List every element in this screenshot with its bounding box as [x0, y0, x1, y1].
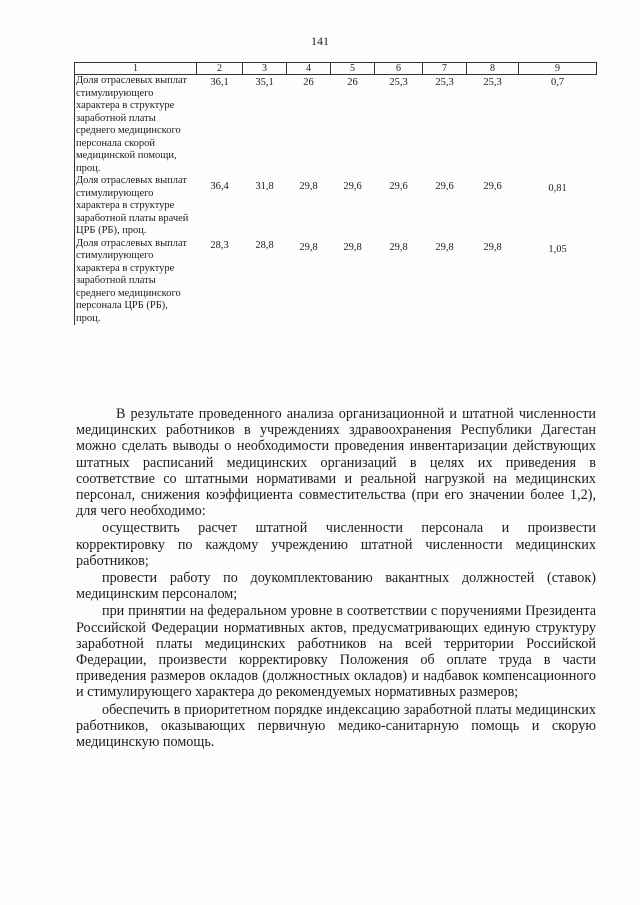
table-row [75, 75, 597, 176]
table-cell: 29,8 [343, 241, 362, 253]
table-cell: 25,3 [483, 77, 502, 88]
column-header: 3 [243, 63, 287, 75]
table-row [75, 238, 597, 326]
body-text [76, 406, 596, 751]
column-header: 4 [287, 63, 331, 75]
table-cell: 29,8 [299, 241, 318, 253]
table-cell: 36,4 [210, 181, 229, 192]
table-cell: 29,8 [435, 241, 454, 253]
table-cell: 29,6 [483, 181, 502, 192]
table-cell: 26 [303, 77, 314, 88]
row-label: Доля отраслевых выплат стимулирующего характера в структуре заработной платы среднего медицинского персонала скорой медицинской помощи, проц. [75, 75, 197, 176]
page-number: 141 [311, 34, 329, 48]
table-header-row [75, 63, 597, 75]
column-header: 9 [519, 63, 597, 75]
row-label: Доля отраслевых выплат стимулирующего характера в структуре заработной платы среднего медицинского персонала ЦРБ (РБ), проц. [75, 238, 197, 326]
paragraph: провести работу по доукомплектованию вакантных должностей (ставок) медицинским персоналом; [76, 570, 596, 603]
table-cell: 25,3 [435, 77, 454, 88]
table-cell: 29,8 [483, 241, 502, 253]
paragraph: В результате проведенного анализа организационной и штатной численности медицинских работников в учреждениях здравоохранения Республики Дагестан можно сделать выводы о необходимости проведения инвентаризации действующих штатных расписаний медицинских организаций в целях их приведения в соответствие со штатными нормативами и реальной нагрузкой на медицинских персонал, снижения коэффициента совместительства (при его значении более 1,2), для чего необходимо: [76, 406, 596, 520]
column-header: 5 [331, 63, 375, 75]
table-cell: 0,7 [550, 77, 565, 88]
table-cell: 29,8 [299, 181, 318, 192]
table-cell: 36,1 [210, 77, 229, 88]
table-cell: 29,6 [435, 181, 454, 192]
table-cell: 25,3 [389, 77, 408, 88]
column-header: 2 [197, 63, 243, 75]
table-cell: 28,3 [210, 239, 229, 251]
table-cell: 29,6 [343, 181, 362, 192]
table-cell: 31,8 [255, 181, 274, 192]
paragraph: обеспечить в приоритетном порядке индексацию заработной платы медицинских работников, оказывающих первичную медико-санитарную помощь и скорую медицинскую помощь. [76, 701, 596, 751]
table-row [75, 175, 597, 238]
column-header: 7 [423, 63, 467, 75]
column-header: 1 [75, 63, 197, 75]
paragraph: при принятии на федеральном уровне в соответствии с поручениями Президента Российской Федерации нормативных актов, предусматривающих единую структуру заработной платы медицинских работников на всей территории Российской Федерации, произвести корректировку Положения об оплате труда в части приведения размеров окладов (должностных окладов) и надбавок компенсационного и стимулирующего характера до рекомендуемых нормативных размеров; [76, 603, 596, 701]
table-cell: 29,6 [389, 181, 408, 192]
table-cell: 1,05 [548, 243, 567, 255]
table-cell: 0,81 [548, 183, 567, 194]
column-header: 8 [467, 63, 519, 75]
table-cell: 28,8 [255, 239, 274, 251]
table-cell: 29,8 [389, 241, 408, 253]
data-table [74, 62, 597, 325]
table-cell: 35,1 [255, 77, 274, 88]
paragraph: осуществить расчет штатной численности персонала и произвести корректировку по каждому учреждению штатной численности медицинских работников; [76, 520, 596, 569]
column-header: 6 [375, 63, 423, 75]
row-label: Доля отраслевых выплат стимулирующего характера в структуре заработной платы врачей ЦРБ (РБ), проц. [75, 175, 197, 238]
table-cell: 26 [347, 77, 358, 88]
